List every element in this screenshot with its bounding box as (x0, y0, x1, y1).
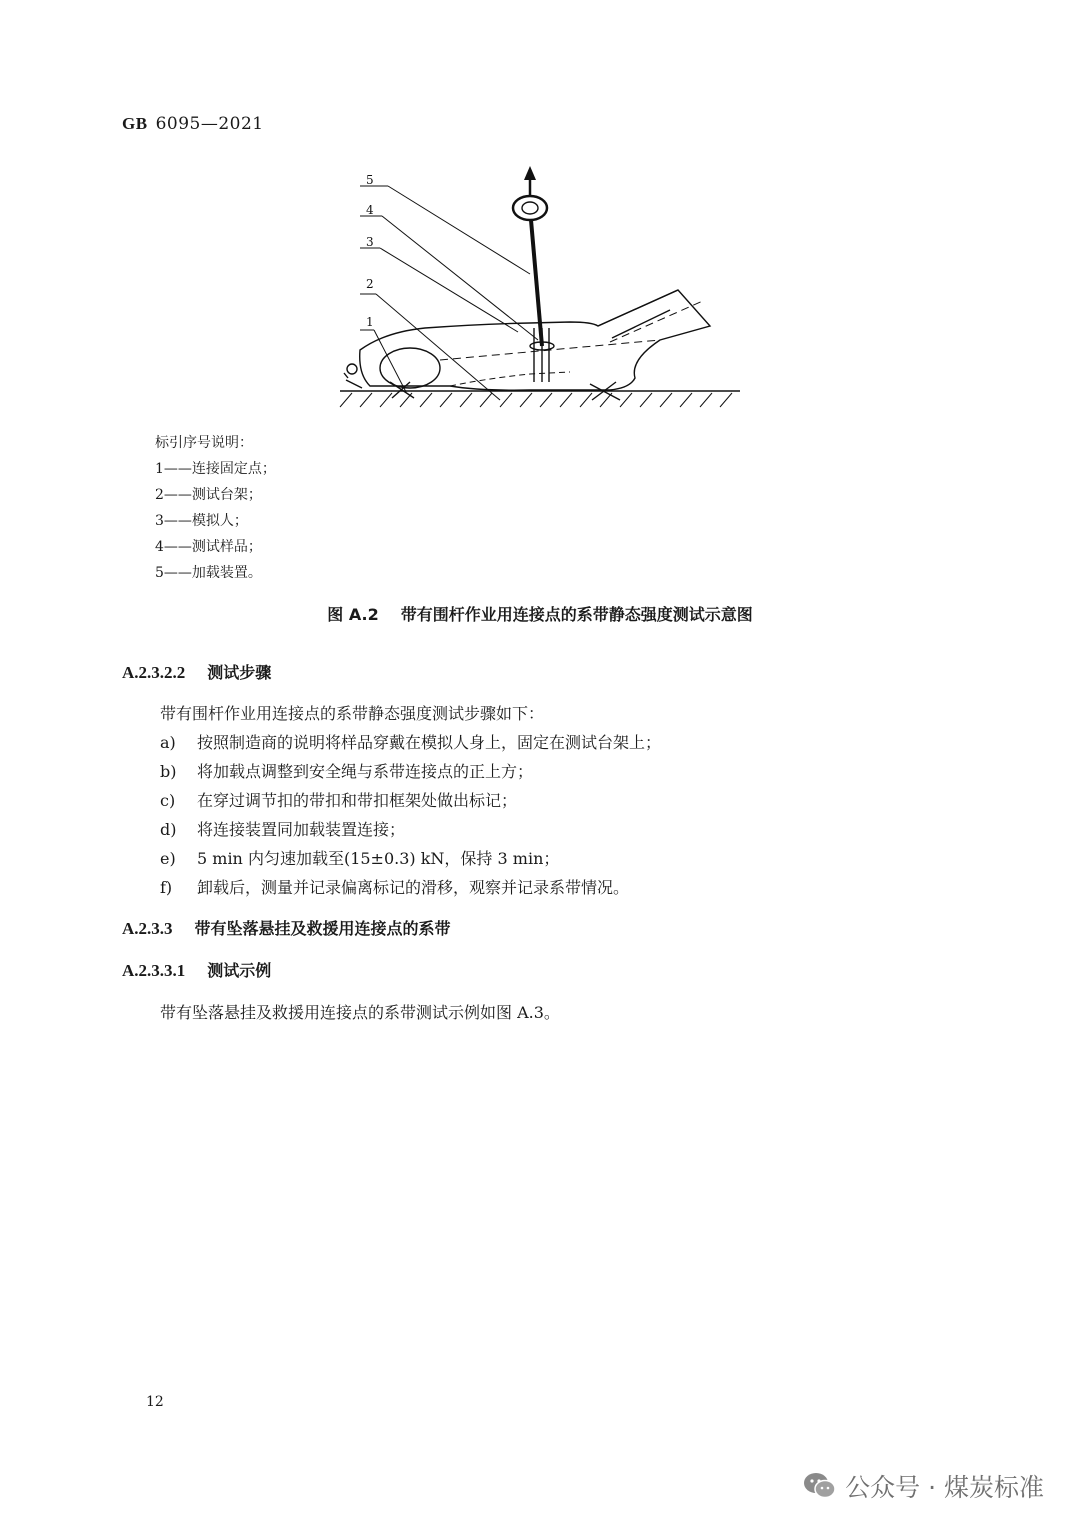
figure-caption (0, 602, 1080, 625)
list-text: 卸载后，测量并记录偏离标记的滑移，观察并记录系带情况。 (197, 878, 630, 897)
list-label: c) (160, 791, 176, 810)
list-item (160, 817, 405, 840)
page-number: 12 (146, 1394, 164, 1410)
section-number: A.2.3.3 (122, 919, 173, 938)
figure-key-item: 1——连接固定点； (155, 461, 276, 477)
section-title: 测试示例 (207, 961, 272, 980)
list-label: e) (160, 849, 176, 868)
callout-5: 5 (366, 173, 374, 187)
test-setup-figure (330, 160, 750, 410)
list-text: 将加载点调整到安全绳与系带连接点的正上方； (197, 762, 534, 781)
load-direction-arrow-icon (524, 166, 536, 180)
section-heading (122, 958, 271, 981)
callout-4: 4 (366, 203, 374, 217)
standard-number: 6095—2021 (155, 114, 264, 134)
figure-key-title: 标引序号说明： (155, 435, 253, 451)
list-label: a) (160, 733, 176, 752)
list-item (160, 875, 629, 898)
section-heading (122, 660, 271, 683)
document-header (122, 114, 264, 134)
wechat-icon (803, 1471, 837, 1501)
callout-2: 2 (366, 277, 374, 291)
list-item (160, 759, 533, 782)
section-title: 带有坠落悬挂及救援用连接点的系带 (194, 919, 451, 938)
list-text: 按照制造商的说明将样品穿戴在模拟人身上，固定在测试台架上； (197, 733, 662, 752)
figure-key-item: 2——测试台架； (155, 487, 262, 503)
list-text: 在穿过调节扣的带扣和带扣框架处做出标记； (197, 791, 518, 810)
figure-number: 图 A.2 (327, 605, 379, 624)
callout-1: 1 (366, 315, 374, 329)
figure-key-item: 3——模拟人； (155, 513, 248, 529)
list-text: 将连接装置同加载装置连接； (197, 820, 406, 839)
figure-title: 带有围杆作业用连接点的系带静态强度测试示意图 (400, 605, 753, 624)
section-number: A.2.3.3.1 (122, 961, 186, 980)
list-label: b) (160, 762, 177, 781)
callout-3: 3 (366, 235, 374, 249)
list-label: f) (160, 878, 173, 897)
standard-prefix: GB (122, 114, 148, 133)
list-text: 5 min 内匀速加载至(15±0.3) kN，保持 3 min； (197, 849, 560, 868)
list-label: d) (160, 820, 177, 839)
list-item (160, 730, 661, 753)
figure-key-item: 4——测试样品； (155, 539, 262, 555)
watermark (803, 1468, 1044, 1504)
watermark-text: 公众号 · 煤炭标准 (845, 1473, 1044, 1502)
figure-key-item: 5——加载装置。 (155, 565, 262, 581)
list-item (160, 788, 517, 811)
section-number: A.2.3.2.2 (122, 663, 186, 682)
list-item (160, 846, 559, 869)
section-title: 测试步骤 (207, 663, 272, 682)
paragraph: 带有围杆作业用连接点的系带静态强度测试步骤如下： (160, 704, 545, 723)
paragraph: 带有坠落悬挂及救援用连接点的系带测试示例如图 A.3。 (160, 1003, 560, 1022)
section-heading (122, 916, 451, 939)
